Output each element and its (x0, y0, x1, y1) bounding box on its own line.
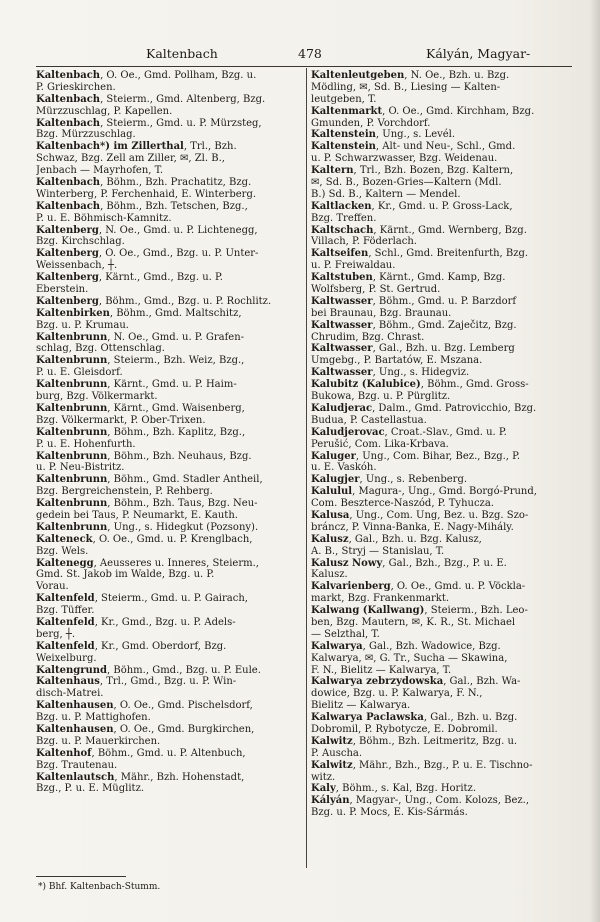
gazetteer-entry (36, 617, 302, 641)
entry-first-line: Kalwang (Kallwang), Steierm., Bzh. Leo- (311, 605, 528, 617)
gazetteer-entry (36, 700, 302, 724)
gazetteer-entry (311, 248, 577, 272)
entry-continuation-line: Bzg. Kirchschlag. (36, 236, 125, 248)
entry-first-line: Kaltenbrunn, Kärnt., Gmd. u. P. Haim- (36, 379, 237, 391)
gazetteer-entry (311, 141, 577, 165)
gazetteer-entry (311, 712, 577, 736)
gazetteer-entry (36, 403, 302, 427)
entry-continuation-line: Bielitz — Kalwarya. (311, 700, 411, 712)
gazetteer-entry (36, 118, 302, 142)
gazetteer-entry (311, 558, 577, 582)
entry-continuation-line: A. B., Stryj — Stanislau, T. (311, 545, 445, 557)
entry-first-line: Kaluger, Ung., Com. Bihar, Bez., Bzg., P. (311, 450, 521, 462)
gazetteer-entry (36, 379, 302, 403)
entry-continuation-line: Bzg. u. P. Mocs, E. Kis-Sármás. (311, 807, 468, 819)
entry-first-line: Kaltenbach, Steierm., Gmd. u. P. Mürzsteg, (36, 117, 262, 129)
entry-first-line: Kaltenbrunn, Kärnt., Gmd. Waisenberg, (36, 402, 245, 414)
entry-continuation-line: Gmd. St. Jakob im Walde, Bzg. u. P. (36, 569, 215, 581)
gazetteer-entry (36, 593, 302, 617)
entry-first-line: Kaltenbrunn, Böhm., Bzh. Taus, Bzg. Neu- (36, 498, 258, 510)
entry-first-line: Kalulul, Magura-, Ung., Gmd. Borgó-Prund, (311, 486, 537, 498)
entry-first-line: Kaltern, Trl., Bzh. Bozen, Bzg. Kaltern, (311, 165, 514, 177)
entry-first-line: Kaltenfeld, Kr., Gmd., Bzg. u. P. Adels- (36, 616, 236, 628)
gazetteer-entry (36, 641, 302, 665)
gazetteer-entry (36, 296, 302, 308)
page-number: 478 (298, 46, 322, 61)
entry-first-line: Kaltenstein, Alt- und Neu-, Schl., Gmd. (311, 141, 516, 153)
gazetteer-entry (311, 106, 577, 130)
entry-first-line: Kaltenfeld, Steierm., Gmd. u. P. Gairach, (36, 593, 248, 605)
entry-first-line: Kaltwasser, Böhm., Gmd. Zaječitz, Bzg. (311, 319, 517, 331)
entry-first-line: Kaltenhaus, Trl., Gmd., Bzg. u. P. Win- (36, 676, 237, 688)
gazetteer-entry (311, 296, 577, 320)
entry-continuation-line: Bzg. Tüffer. (36, 605, 95, 617)
entry-continuation-line: bráncz, P. Vinna-Banka, E. Nagy-Mihály. (311, 521, 514, 533)
entry-first-line: Kaltenmarkt, O. Oe., Gmd. Kirchham, Bzg. (311, 105, 535, 117)
gazetteer-entry (311, 760, 577, 784)
entry-first-line: Kaltenbrunn, Böhm., Bzh. Neuhaus, Bzg. (36, 450, 252, 462)
entry-first-line: Kaltenhausen, O. Oe., Gmd. Pischelsdorf, (36, 700, 253, 712)
gazetteer-entry (36, 177, 302, 201)
gazetteer-entry (36, 272, 302, 296)
gazetteer-entry (311, 486, 577, 510)
gazetteer-entry (36, 534, 302, 558)
gazetteer-entry (36, 94, 302, 118)
entry-first-line: Kaltenfeld, Kr., Gmd. Oberdorf, Bzg. (36, 640, 227, 652)
gazetteer-entry (36, 498, 302, 522)
gazetteer-entry (36, 772, 302, 796)
entry-continuation-line: Bzg. Völkermarkt, P. Ober-Trixen. (36, 414, 206, 426)
entry-continuation-line: Bzg. u. P. Mauerkirchen. (36, 735, 161, 747)
entry-continuation-line: Bzg. Bergreichenstein, P. Rehberg. (36, 486, 213, 498)
entry-continuation-line: P. u. E. Gleisdorf. (36, 367, 123, 379)
entry-continuation-line: Mürzzuschlag, P. Kapellen. (36, 105, 173, 117)
entry-first-line: Kaltenbirken, Böhm., Gmd. Maltschitz, (36, 307, 242, 319)
entry-continuation-line: Bzg. Trautenau. (36, 759, 118, 771)
entry-continuation-line: Schwaz, Bzg. Zell am Ziller, ✉, Zl. B., (36, 153, 225, 165)
entry-continuation-line: Budua, P. Castellastua. (311, 414, 427, 426)
gazetteer-entry (311, 534, 577, 558)
gazetteer-entry (36, 248, 302, 272)
entry-continuation-line: — Selzthal, T. (311, 628, 380, 640)
entry-continuation-line: Bukowa, Bzg. u. P. Pürglitz. (311, 391, 451, 403)
entry-first-line: Kalugjer, Ung., s. Rebenberg. (311, 474, 468, 486)
entry-continuation-line: ✉, Sd. B., Bozen-Gries—Kaltern (Mdl. (311, 177, 502, 189)
gazetteer-entry (311, 676, 577, 712)
entry-first-line: Kaly, Böhm., s. Kal, Bzg. Horitz. (311, 783, 477, 795)
gazetteer-entry (311, 367, 577, 379)
gazetteer-entry (311, 605, 577, 641)
gazetteer-entry (311, 736, 577, 760)
entry-first-line: Kaludjerac, Dalm., Gmd. Patrovicchio, Bzg. (311, 402, 537, 414)
gazetteer-entry (311, 225, 577, 249)
entry-first-line: Kalwitz, Mähr., Bzh., Bzg., P. u. E. Tischno- (311, 759, 533, 771)
entry-continuation-line: witz. (311, 771, 336, 783)
entry-first-line: Kalvarienberg, O. Oe., Gmd. u. P. Vöckla- (311, 581, 526, 593)
entry-first-line: Kaltwasser, Ung., s. Hidegviz. (311, 367, 470, 379)
entry-first-line: Kaltenegg, Aeusseres u. Inneres, Steierm., (36, 557, 259, 569)
gazetteer-entry (311, 379, 577, 403)
entry-continuation-line: Winterberg, P. Ferchenhaid, E. Winterberg. (36, 188, 257, 200)
entry-first-line: Kaltenbrunn, Steierm., Bzh. Weiz, Bzg., (36, 355, 245, 367)
gazetteer-entry (311, 70, 577, 106)
entry-first-line: Kalwitz, Böhm., Bzh. Leitmeritz, Bzg. u. (311, 735, 518, 747)
entry-first-line: Kaltenbrunn, Böhm., Bzh. Kaplitz, Bzg., (36, 426, 246, 438)
entry-continuation-line: P. Grieskirchen. (36, 81, 116, 93)
page-edge-shadow (590, 0, 600, 922)
gazetteer-entry (311, 795, 577, 819)
gazetteer-entry (311, 403, 577, 427)
entry-continuation-line: Eberstein. (36, 284, 89, 296)
entry-continuation-line: bei Braunau, Bzg. Braunau. (311, 307, 452, 319)
entry-first-line: Kaltenbach, Steierm., Gmd. Altenberg, Bzg. (36, 93, 266, 105)
entry-first-line: Kaltwasser, Böhm., Gmd. u. P. Barzdorf (311, 295, 517, 307)
entry-continuation-line: P. u. E. Hohenfurth. (36, 438, 136, 450)
entry-continuation-line: u. E. Vaskóh. (311, 462, 377, 474)
gazetteer-entry (36, 427, 302, 451)
entry-continuation-line: disch-Matrei. (36, 688, 104, 700)
gazetteer-entry (36, 141, 302, 177)
gazetteer-entry (36, 724, 302, 748)
entry-first-line: Kaltenberg, N. Oe., Gmd. u. P. Lichtenegg, (36, 224, 258, 236)
entry-first-line: Kaltlacken, Kr., Gmd. u. P. Gross-Lack, (311, 200, 513, 212)
entry-continuation-line: Kalwarya, ✉, G. Tr., Sucha — Skawina, (311, 652, 508, 664)
entry-continuation-line: gedein bei Taus, P. Neumarkt, E. Kauth. (36, 509, 238, 521)
gazetteer-entry (311, 510, 577, 534)
entry-continuation-line: schlag, Bzg. Ottenschlag. (36, 343, 165, 355)
entry-continuation-line: leutgeben, T. (311, 93, 377, 105)
entry-continuation-line: P. Auscha. (311, 747, 363, 759)
entry-first-line: Kaltenberg, O. Oe., Gmd., Bzg. u. P. Unter- (36, 248, 259, 260)
gazetteer-entry (311, 320, 577, 344)
gazetteer-entry (36, 451, 302, 475)
entry-first-line: Kaltengrund, Böhm., Gmd., Bzg. u. P. Eule. (36, 664, 261, 676)
gazetteer-entry (36, 522, 302, 534)
entry-continuation-line: Bzg., P. u. E. Müglitz. (36, 783, 145, 795)
entry-first-line: Kalwarya Paclawska, Gal., Bzh. u. Bzg. (311, 712, 518, 724)
entry-continuation-line: u. P. Schwarzwasser, Bzg. Weidenau. (311, 153, 498, 165)
header-rule (36, 66, 572, 67)
entry-first-line: Kaltenbrunn, Böhm., Gmd. Stadler Antheil, (36, 474, 263, 486)
entry-first-line: Kaltenbrunn, N. Oe., Gmd. u. P. Grafen- (36, 331, 245, 343)
entry-first-line: Kalwarya zebrzydowska, Gal., Bzh. Wa- (311, 676, 521, 688)
entry-continuation-line: Villach, P. Föderlach. (311, 236, 417, 248)
entry-first-line: Kalwarya, Gal., Bzh. Wadowice, Bzg. (311, 640, 501, 652)
gazetteer-entry (36, 355, 302, 379)
gazetteer-entry (36, 201, 302, 225)
entry-continuation-line: Umgebg., P. Bartatów, E. Mszana. (311, 355, 483, 367)
right-column (311, 70, 577, 819)
entry-first-line: Kaltenberg, Böhm., Gmd., Bzg. u. P. Rochlitz. (36, 295, 272, 307)
entry-continuation-line: Vorau. (36, 581, 69, 593)
gazetteer-entry (311, 129, 577, 141)
entry-continuation-line: Bzg. Mürzzuschlag. (36, 129, 136, 141)
gazetteer-entry (311, 343, 577, 367)
entry-first-line: Kaltenlautsch, Mähr., Bzh. Hohenstadt, (36, 771, 245, 783)
gazetteer-entry (36, 308, 302, 332)
gazetteer-entry (311, 783, 577, 795)
footnote-rule (36, 876, 126, 877)
entry-continuation-line: Bzg. Treffen. (311, 212, 377, 224)
gazetteer-entry (311, 474, 577, 486)
entry-continuation-line: Weixelburg. (36, 652, 97, 664)
entry-continuation-line: Bzg. u. P. Mattighofen. (36, 712, 151, 724)
entry-continuation-line: dowice, Bzg. u. P. Kalwarya, F. N., (311, 688, 483, 700)
entry-first-line: Kalteneck, O. Oe., Gmd. u. P. Krenglbach, (36, 533, 253, 545)
entry-continuation-line: F. N., Bielitz — Kalwarya, T. (311, 664, 452, 676)
gazetteer-entry (36, 332, 302, 356)
gazetteer-entry (311, 427, 577, 451)
entry-continuation-line: Com. Beszterce-Naszód, P. Tyhucza. (311, 498, 494, 510)
entry-continuation-line: Kalusz. (311, 569, 348, 581)
gazetteer-entry (311, 581, 577, 605)
page-header (36, 46, 572, 64)
gazetteer-entry (36, 474, 302, 498)
gazetteer-entry (36, 558, 302, 594)
gazetteer-entry (311, 272, 577, 296)
entry-continuation-line: Weissenbach, ┼. (36, 260, 118, 272)
gazetteer-entry (311, 451, 577, 475)
entry-continuation-line: Perušić, Com. Lika-Krbava. (311, 438, 449, 450)
entry-first-line: Kaltenberg, Kärnt., Gmd., Bzg. u. P. (36, 272, 223, 284)
gazetteer-entry (36, 748, 302, 772)
entry-first-line: Kalubitz (Kalubice), Böhm., Gmd. Gross- (311, 379, 529, 391)
entry-first-line: Kaltenhof, Böhm., Gmd. u. P. Altenbuch, (36, 747, 246, 759)
entry-continuation-line: u. P. Freiwaldau. (311, 260, 396, 272)
entry-first-line: Kaltenbach, O. Oe., Gmd. Pollham, Bzg. u. (36, 70, 257, 81)
entry-first-line: Kalusz, Gal., Bzh. u. Bzg. Kalusz, (311, 533, 482, 545)
entry-continuation-line: u. P. Neu-Bistritz. (36, 462, 125, 474)
entry-first-line: Kaltenbrunn, Ung., s. Hidegkut (Pozsony). (36, 521, 259, 533)
entry-first-line: Kaltenstein, Ung., s. Levél. (311, 129, 456, 141)
entry-first-line: Kaltenbach*) im Zillerthal, Trl., Bzh. (36, 141, 237, 153)
column-divider (306, 68, 307, 868)
entry-first-line: Kályán, Magyar-, Ung., Com. Kolozs, Bez., (311, 795, 530, 807)
header-right-keyword: Kályán, Magyar- (426, 46, 531, 61)
entry-continuation-line: berg, ┼. (36, 628, 76, 640)
entry-first-line: Kaltenhausen, O. Oe., Gmd. Burgkirchen, (36, 723, 255, 735)
footnote: *) Bhf. Kaltenbach-Stumm. (38, 882, 161, 892)
entry-first-line: Kaludjerovac, Croat.-Slav., Gmd. u. P. (311, 426, 507, 438)
entry-continuation-line: Chrudim, Bzg. Chrast. (311, 331, 425, 343)
gazetteer-entry (36, 665, 302, 677)
entry-continuation-line: markt, Bzg. Frankenmarkt. (311, 593, 450, 605)
gazetteer-entry (36, 70, 302, 94)
gazetteer-entry (311, 165, 577, 201)
gazetteer-entry (311, 641, 577, 677)
entry-continuation-line: P. u. E. Böhmisch-Kamnitz. (36, 212, 172, 224)
entry-continuation-line: Dobromil, P. Rybotycze, E. Dobromil. (311, 723, 498, 735)
entry-continuation-line: ben, Bzg. Mautern, ✉, K. R., St. Michael (311, 616, 516, 628)
entry-first-line: Kaltenbach, Böhm., Bzh. Tetschen, Bzg., (36, 200, 248, 212)
entry-first-line: Kaltenbach, Böhm., Bzh. Prachatitz, Bzg. (36, 177, 252, 189)
left-column (36, 70, 302, 795)
entry-first-line: Kaltenleutgeben, N. Oe., Bzh. u. Bzg. (311, 70, 510, 81)
entry-continuation-line: Gmunden, P. Vorchdorf. (311, 117, 431, 129)
entry-continuation-line: burg, Bzg. Völkermarkt. (36, 391, 158, 403)
entry-first-line: Kaltschach, Kärnt., Gmd. Wernberg, Bzg. (311, 224, 527, 236)
entry-first-line: Kaltwasser, Gal., Bzh. u. Bzg. Lemberg (311, 343, 515, 355)
entry-continuation-line: Jenbach — Mayrhofen, T. (36, 165, 164, 177)
entry-first-line: Kaltstuben, Kärnt., Gmd. Kamp, Bzg. (311, 272, 506, 284)
gazetteer-entry (36, 225, 302, 249)
entry-first-line: Kaltseifen, Schl., Gmd. Breitenfurth, Bzg. (311, 248, 529, 260)
gazetteer-entry (36, 676, 302, 700)
gazetteer-entry (311, 201, 577, 225)
entry-continuation-line: Bzg. u. P. Krumau. (36, 319, 129, 331)
entry-continuation-line: Wolfsberg, P. St. Gertrud. (311, 284, 441, 296)
entry-continuation-line: Mödling, ✉, Sd. B., Liesing — Kalten- (311, 81, 501, 93)
header-left-keyword: Kaltenbach (146, 46, 218, 61)
entry-first-line: Kalusa, Ung., Com. Ung, Bez. u. Bzg. Szo- (311, 509, 529, 521)
entry-first-line: Kalusz Nowy, Gal., Bzh., Bzg., P. u. E. (311, 557, 507, 569)
entry-continuation-line: Bzg. Wels. (36, 545, 89, 557)
entry-continuation-line: B.) Sd. B., Kaltern — Mendel. (311, 188, 461, 200)
